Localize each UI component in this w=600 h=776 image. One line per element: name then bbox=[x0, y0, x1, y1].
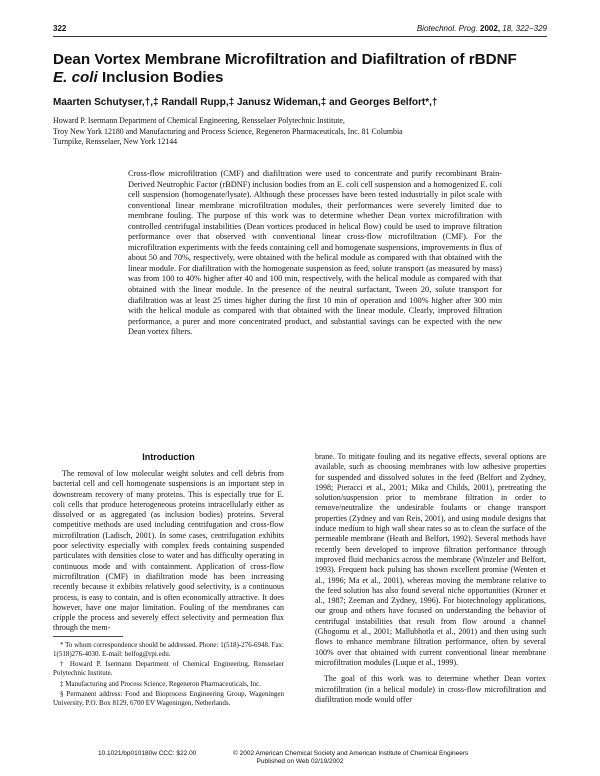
footnote-permanent-address: § Permanent address: Food and Bioprocess Engineering Group, Wageningen University, P.O. Box 8129, 6700 EV Wageningen, Netherlands. bbox=[53, 690, 284, 707]
journal-volume-pages: 18, 322−329 bbox=[502, 24, 547, 33]
header-rule bbox=[53, 36, 547, 37]
affiliation-line-1: Howard P. Isermann Department of Chemical Engineering, Rensselaer Polytechnic Institute, bbox=[53, 116, 345, 125]
left-column bbox=[53, 452, 284, 634]
journal-citation bbox=[417, 24, 547, 33]
affiliation-line-3: Turnpike, Rensselaer, New York 12144 bbox=[53, 137, 178, 147]
article-title bbox=[53, 51, 547, 87]
journal-year: 2002, bbox=[480, 24, 501, 33]
intro-paragraph-1: The removal of low molecular weight solutes and cell debris from bacterial cell and cell homogenate suspensions is an important step in downstream recovery of many proteins. This is especially true for E. coli cells that produce heterogeneous proteins intracellularly either as dissolved or as aggregated (as inclusion bodies) proteins. Several competitive methods are used including centrifugation and cross-flow microfiltration (Ladisch, 2001). In some cases, centrifugation exhibits poor selectivity especially with complex feeds containing suspended particulates with densities close to water and has difficulty operating in continuous mode and with containment. Application of cross-flow microfiltration (CMF) in diafiltration mode has been increasing recently because it exhibits relatively good selectivity, is a continuous process, is easy to contain, and is often economically attractive. It does however, have one major limitation. Fouling of the membranes can cripple the process and severely effect selectivity and permeation flux through the mem- bbox=[53, 469, 284, 633]
journal-name: Biotechnol. Prog. bbox=[416, 24, 478, 33]
footer-published: Published on Web 02/19/2002 bbox=[256, 758, 344, 765]
right-column bbox=[315, 452, 546, 705]
footnote-affiliation-2: ‡ Manufacturing and Process Science, Regeneron Pharmaceuticals, Inc. bbox=[60, 679, 261, 688]
title-line-1: Dean Vortex Membrane Microfiltration and Diafiltration of rBDNF bbox=[53, 51, 517, 68]
footnote-rule bbox=[53, 636, 123, 637]
footer-doi: 10.1021/bp010180w CCC: $22.00 bbox=[98, 750, 197, 757]
section-heading-introduction: Introduction bbox=[142, 452, 195, 462]
intro-paragraph-2: brane. To mitigate fouling and its negative effects, several options are available, such as choosing membranes with low adhesive properties for suspended and dissolved solutes in the feed (Belfort and Zydney, 1998; Pieracci et al., 2001; Mika and Childs, 2001), pretreating the solution/suspension prior to membrane filtration in order to remove/neutralize the undesirable foulants or change transport properties (Zydney and van Reis, 2001), and using module designs that induce medium to high wall shear rates so as to clean the surface of the permeable membrane (Heath and Belfort, 1992). Several methods have recently been developed to improve filtration performance through improved fluid mechanics across the membrane (Winzeler and Belfort, 1993). Frequent back pulsing has shown excellent promise (Wenten et al., 1996; Ma et al., 2001), whereas moving the membrane relative to the feed solution has also found several niche opportunities (Kroner et al., 1987; Zeeman and Zydney, 1996). For biotechnology applications, our group and others have focused on understanding the behavior of centrifugal instabilities that result from flow around a channel (Ghogomu et al., 2001; Mallubhotla et al., 2001) and then using such flows to enhance membrane filtration performance, often by several 100% over that obtained with current conventional linear membrane microfiltration modules (Luque et al., 1999). bbox=[315, 452, 546, 667]
footnote-correspondence: * To whom correspondence should be addressed. Phone: 1(518)-276-6948. Fax: 1(518)276-4030. E-mail: belfog@rpi.edu. bbox=[53, 641, 284, 658]
page-footer bbox=[53, 750, 547, 766]
running-header bbox=[53, 24, 547, 36]
affiliation bbox=[53, 116, 547, 148]
title-line-2-italic: E. coli bbox=[53, 69, 98, 86]
footnotes bbox=[53, 641, 284, 709]
affiliation-line-2: Troy New York 12180 and Manufacturing and Process Science, Regeneron Pharmaceuticals, Inc. 81 Columbia bbox=[53, 126, 403, 136]
author-list: Maarten Schutyser,†,‡ Randall Rupp,‡ Janusz Wideman,‡ and Georges Belfort*,† bbox=[53, 97, 438, 108]
page-number: 322 bbox=[53, 24, 67, 33]
footnote-affiliation-1: † Howard P. Isermann Department of Chemical Engineering, Rensselaer Polytechnic Institute. bbox=[53, 660, 284, 678]
footer-copyright: © 2002 American Chemical Society and American Institute of Chemical Engineers bbox=[233, 750, 469, 757]
title-line-2-rest: Inclusion Bodies bbox=[97, 69, 224, 86]
abstract: Cross-flow microfiltration (CMF) and diafiltration were used to concentrate and purify recombinant Brain-Derived Neutrophic Factor (rBDNF) inclusion bodies from an E. coli cell suspension and a homogenized E. coli cell suspension (homogenate/lysate). Although these processes have been tested industrially in pilot scale with conventional linear membrane microfiltration modules, their performances were severely limited due to membrane fouling. The purpose of this work was to determine whether Dean vortex microfiltration with controlled centrifugal instabilities (Dean vortices produced in helical flow) could be used to improve filtration performance over that observed with conventional linear cross-flow microfiltration (CMF). For the microfiltration experiments with the feeds containing cell and homogenate suspensions, improvements in flux of about 50 and 70%, respectively, were obtained with the helical module as compared with that obtained with the linear module. For diafiltration with the homogenate suspension as feed, solute transport (as measured by mass) was from 100 to 40% higher after 40 and 100 min, respectively, with the helical module as compared with that obtained with the linear module. In the presence of the neutral surfactant, Tween 20, solute transport for diafiltration was at least 25 times higher during the first 10 min of operation and 100% higher after 300 min with the helical module as compared with that obtained with the linear module. Clearly, improved filtration performance, a purer and more concentrated product, and substantial savings can be expected with the new Dean vortex filters. bbox=[128, 169, 502, 337]
intro-paragraph-3: The goal of this work was to determine whether Dean vortex microfiltration (in a helical module) in cross-flow microfiltration and diafiltration mode would offer bbox=[315, 674, 546, 704]
